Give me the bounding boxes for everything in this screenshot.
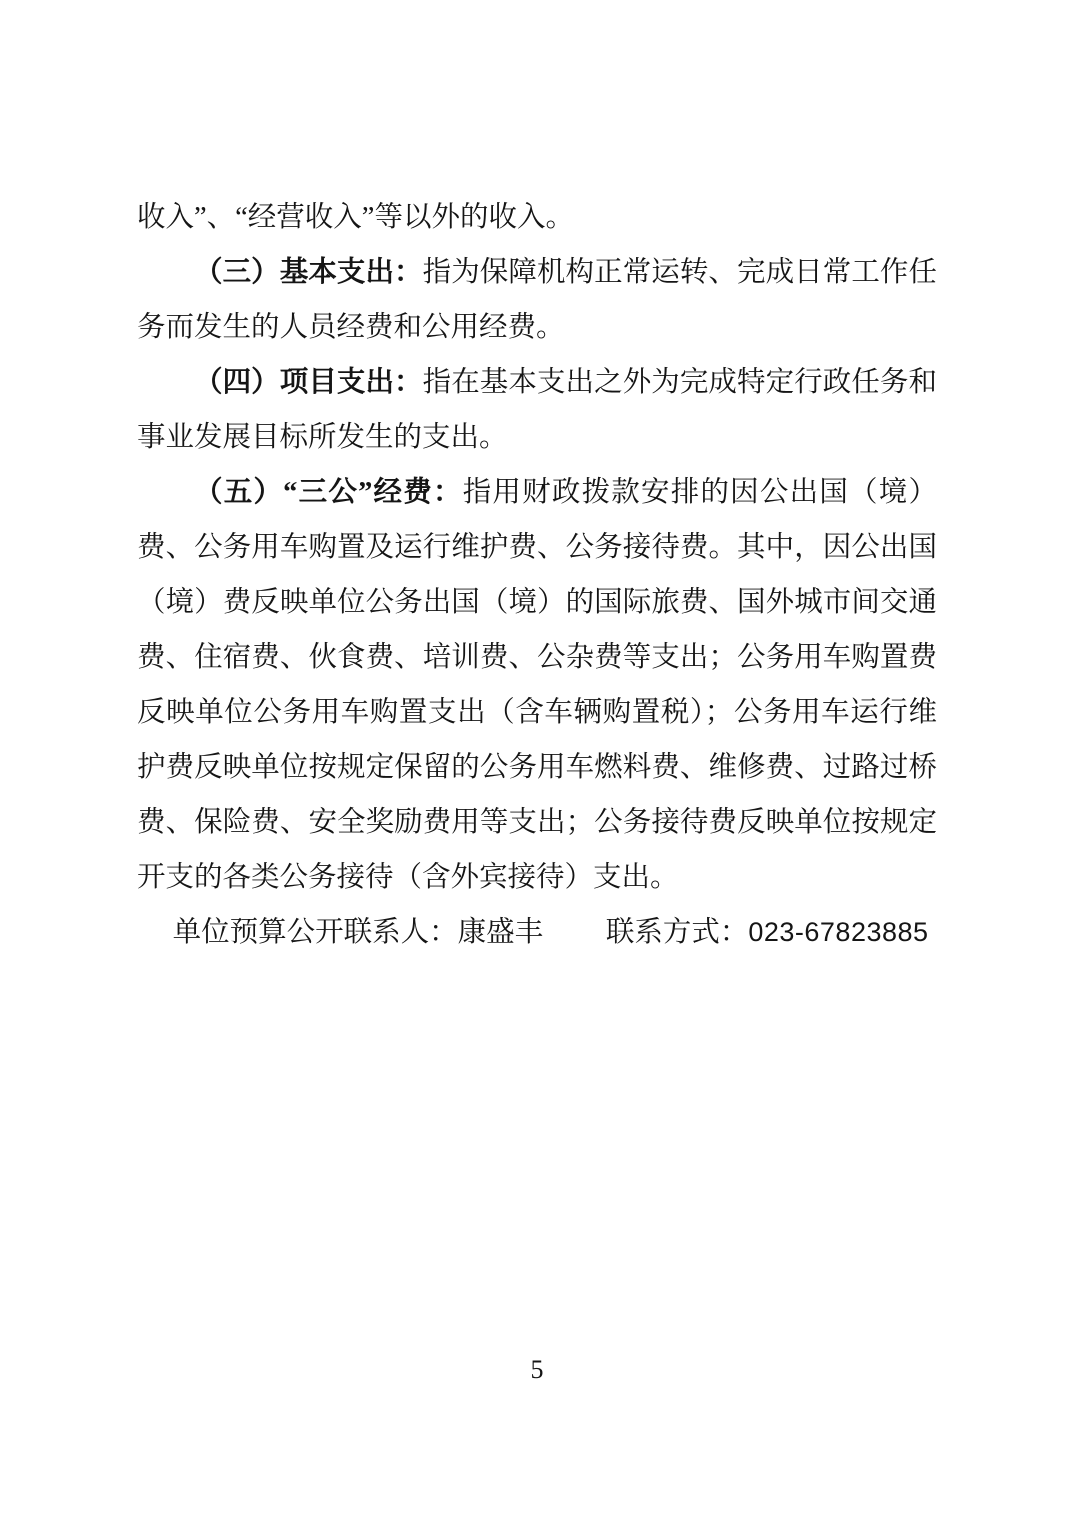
paragraph-lead: （四）项目支出： (194, 367, 423, 398)
contact-line (137, 905, 937, 960)
paragraph-text: 收入”、“经营收入”等以外的收入。 (137, 202, 574, 233)
paragraph-text: 指用财政拨款安排的因公出国（境）费、公务用车购置及运行维护费、公务接待费。其中，因公出国（境）费反映单位公务出国（境）的国际旅费、国外城市间交通费、住宿费、伙食费、培训费、公杂费等支出；公务用车购置费反映单位公务用车购置支出（含车辆购置税）；公务用车运行维护费反映单位按规定保留的公务用车燃料费、维修费、过路过桥费、保险费、安全奖励费用等支出；公务接待费反映单位按规定开支的各类公务接待（含外宾接待）支出。 (137, 477, 937, 893)
paragraph-basic-expenditure (137, 245, 937, 355)
contact-name: 康盛丰 (457, 917, 544, 948)
contact-label: 单位预算公开联系人： (172, 917, 458, 948)
paragraph-text: 指在基本支出之外为完成特定行政任务和事业发展目标所发生的支出。 (137, 367, 937, 453)
page-number: 5 (530, 1355, 544, 1384)
paragraph-continuation (137, 190, 937, 245)
paragraph-project-expenditure (137, 355, 937, 465)
paragraph-text: 指为保障机构正常运转、完成日常工作任务而发生的人员经费和公用经费。 (137, 257, 937, 343)
contact-phone-number: 023-67823885 (748, 917, 929, 947)
paragraph-three-public-funds (137, 465, 937, 905)
paragraph-lead: （五）“三公”经费： (194, 477, 463, 508)
paragraph-lead: （三）基本支出： (194, 257, 423, 288)
document-body (137, 190, 937, 960)
contact-method-label: 联系方式： (605, 917, 749, 948)
